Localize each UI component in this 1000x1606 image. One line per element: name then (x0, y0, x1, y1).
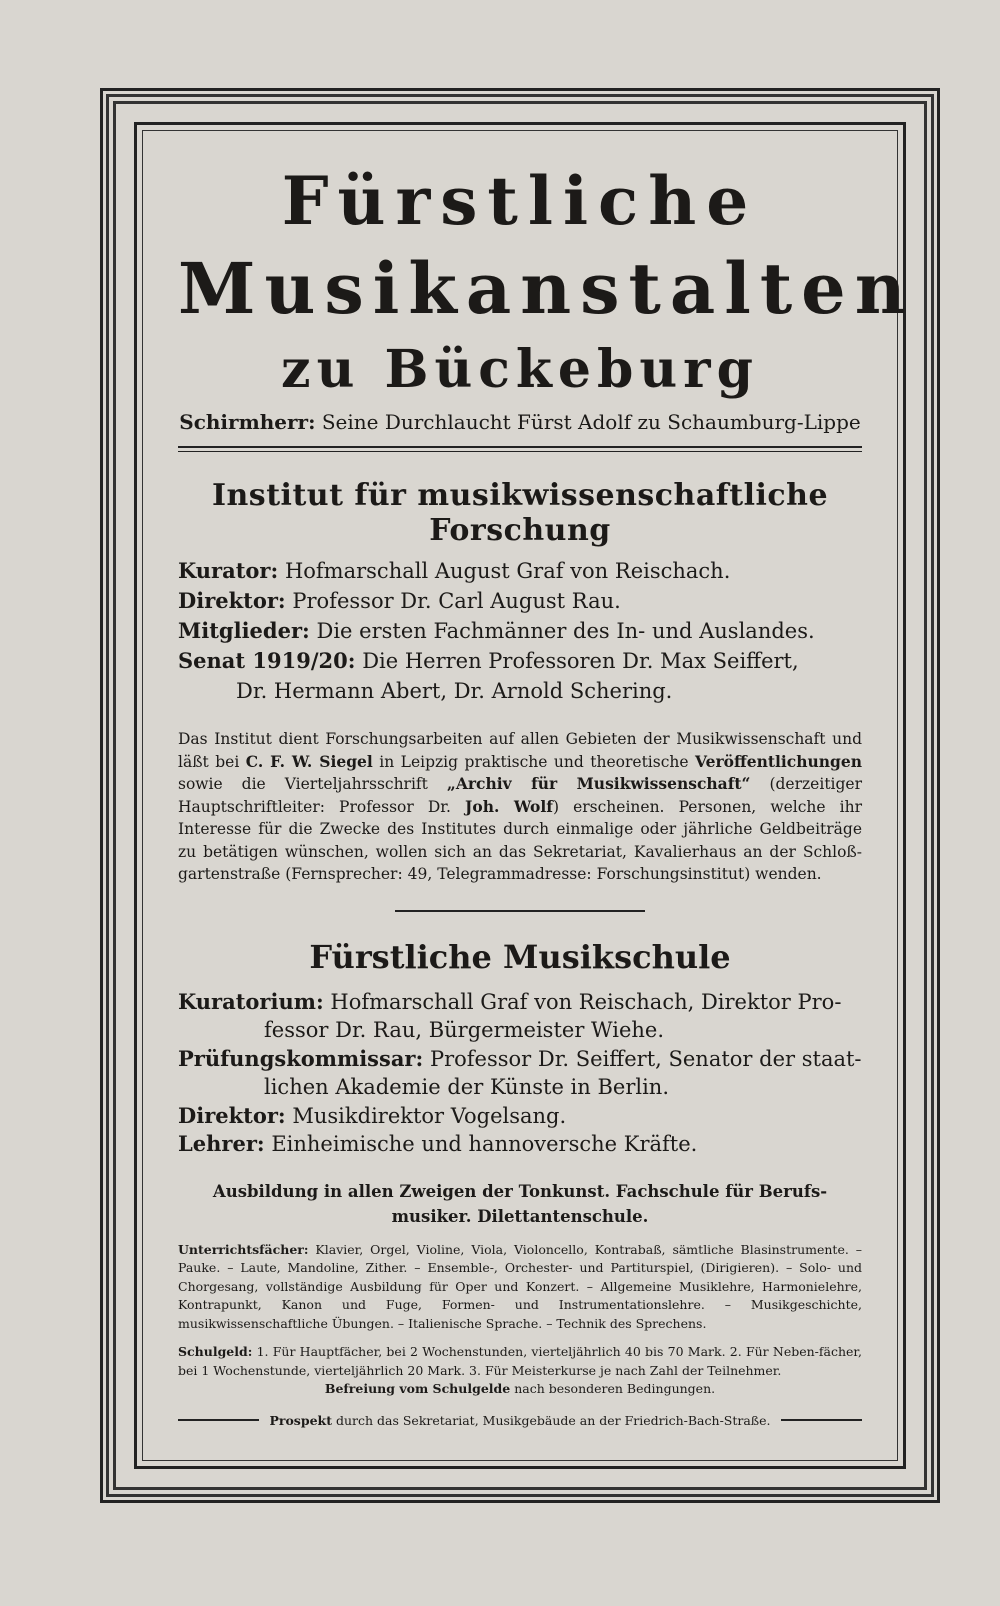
title-line-2: Musikanstalten (178, 247, 915, 330)
para-text-5: ) erscheinen. Personen, welche ihr Interesse für die Zwecke des Institutes durch einmalige oder jährliche Geldbeiträge zu betätigen wünschen, wollen sich an das Sekretariat, Kavalierhaus an der Schloß-gartenstraße (Fernsprecher: 49, Telegrammadresse: Forschungsinstitut) wenden. (178, 797, 862, 883)
director-label: Direktor: (178, 588, 286, 613)
divider (178, 446, 862, 452)
members-label: Mitglieder: (178, 618, 310, 643)
prospectus-text (259, 1413, 780, 1428)
school-commissioner (178, 1045, 862, 1074)
prospectus-row (178, 1413, 862, 1428)
training-line-2: musiker. Dilettantenschule. (391, 1206, 649, 1226)
commissioner-value: Professor Dr. Seiffert, Senator der staat- (429, 1046, 862, 1071)
school-director (178, 1102, 862, 1131)
para-bold-4: Joh. Wolf (465, 796, 553, 816)
school-teachers (178, 1130, 862, 1159)
institute-heading: Institut für musikwissenschaftliche Forschung (211, 478, 829, 548)
exemption-bold: Befreiung vom Schulgelde (324, 1381, 511, 1396)
patron-label: Schirmherr: (179, 410, 316, 434)
para-bold-3: „Archiv für Musikwissenschaft“ (446, 774, 751, 793)
fees (178, 1343, 862, 1380)
institute-curator (178, 556, 862, 586)
school-board-cont: fessor Dr. Rau, Bürgermeister Wiehe. (264, 1018, 665, 1042)
para-text-4: (derzeitiger Hauptschriftleiter: Professor Dr. (178, 775, 863, 816)
spacer (178, 1333, 862, 1343)
senate-label: Senat 1919/20: (178, 648, 356, 673)
section-divider (395, 910, 645, 912)
para-text-2: in Leipzig praktische und theoretische (372, 752, 696, 771)
curator-value: Hofmarschall August Graf von Reischach. (284, 559, 731, 583)
institute-senate (178, 646, 862, 676)
patron-text: Seine Durchlaucht Fürst Adolf zu Schaumburg-Lippe (321, 410, 861, 434)
curator-label: Kurator: (178, 558, 279, 583)
commissioner-label: Prüfungskommissar: (178, 1045, 424, 1071)
para-bold-1: C. F. W. Siegel (245, 751, 373, 771)
para-text-3: sowie die Vierteljahrsschrift (178, 775, 447, 793)
director-value: Professor Dr. Carl August Rau. (292, 589, 621, 613)
institute-senate-cont: Dr. Hermann Abert, Dr. Arnold Schering. (236, 679, 673, 703)
patron-line (178, 410, 862, 434)
board-label: Kuratorium: (178, 988, 324, 1014)
subjects-label: Unterrichtsfächer: (178, 1241, 309, 1257)
school-heading: Fürstliche Musikschule (309, 937, 731, 976)
school-commissioner-cont: lichen Akademie der Künste in Berlin. (264, 1075, 669, 1099)
exemption-rest: nach besonderen Bedingungen. (514, 1381, 716, 1396)
para-text-1: Das Institut dient Forschungsarbeiten auf allen Gebieten der Musikwissenschaft und läßt bei (178, 730, 862, 771)
title-line-1: Fürstliche (281, 162, 759, 240)
content (178, 150, 915, 1428)
institute-director (178, 586, 862, 616)
right-rule (781, 1419, 862, 1421)
left-rule (178, 1419, 259, 1421)
subjects (178, 1241, 862, 1334)
training-info (178, 1179, 862, 1229)
school-director-label: Direktor: (178, 1102, 286, 1128)
fees-label: Schulgeld: (178, 1344, 253, 1359)
para-bold-2: Veröffentlichungen (695, 751, 862, 771)
fees-value: 1. Für Hauptfächer, bei 2 Wochenstunden, vierteljährlich 40 bis 70 Mark. 2. Für Neben-fächer, bei 1 Wochenstunde, vierteljährlich 20 Mark. 3. Für Meisterkurse je nach Zahl der Teilnehmer. (178, 1344, 862, 1378)
board-value: Hofmarschall Graf von Reischach, Direktor Pro- (330, 989, 842, 1014)
institute-paragraph (178, 728, 862, 886)
prospectus-bold: Prospekt (269, 1412, 332, 1428)
training-line-1: Ausbildung in allen Zweigen der Tonkunst. Fachschule für Berufs- (212, 1181, 828, 1201)
members-value: Die ersten Fachmänner des In- und Auslandes. (316, 619, 815, 643)
institute-members (178, 616, 862, 646)
prospectus-rest: durch das Sekretariat, Musikgebäude an der Friedrich-Bach-Straße. (335, 1412, 771, 1428)
teachers-label: Lehrer: (178, 1131, 265, 1156)
school-director-value: Musikdirektor Vogelsang. (292, 1103, 567, 1128)
exemption (178, 1380, 862, 1399)
subjects-value: Klavier, Orgel, Violine, Viola, Violoncello, Kontrabaß, sämtliche Blasinstrumente. – Pauke. – Laute, Mandoline, Zither. – Ensemble-, Orchester- und Partiturspiel, (Dirigieren). – Solo- und Chorgesang, vollständige Ausbildung für Oper und Konzert. – Allgemeine Musiklehre, Harmonielehre, Kontrapunkt, Kanon und Fuge, Formen- und Instrumentationslehre. – Musikgeschichte, musikwissenschaftliche Übungen. – Italienische Sprache. – Technik des Sprechens. (178, 1241, 862, 1331)
senate-value: Die Herren Professoren Dr. Max Seiffert, (362, 649, 799, 673)
school-board (178, 988, 862, 1017)
teachers-value: Einheimische und hannoversche Kräfte. (271, 1132, 698, 1156)
title-line-3: zu Bückeburg (281, 339, 759, 400)
